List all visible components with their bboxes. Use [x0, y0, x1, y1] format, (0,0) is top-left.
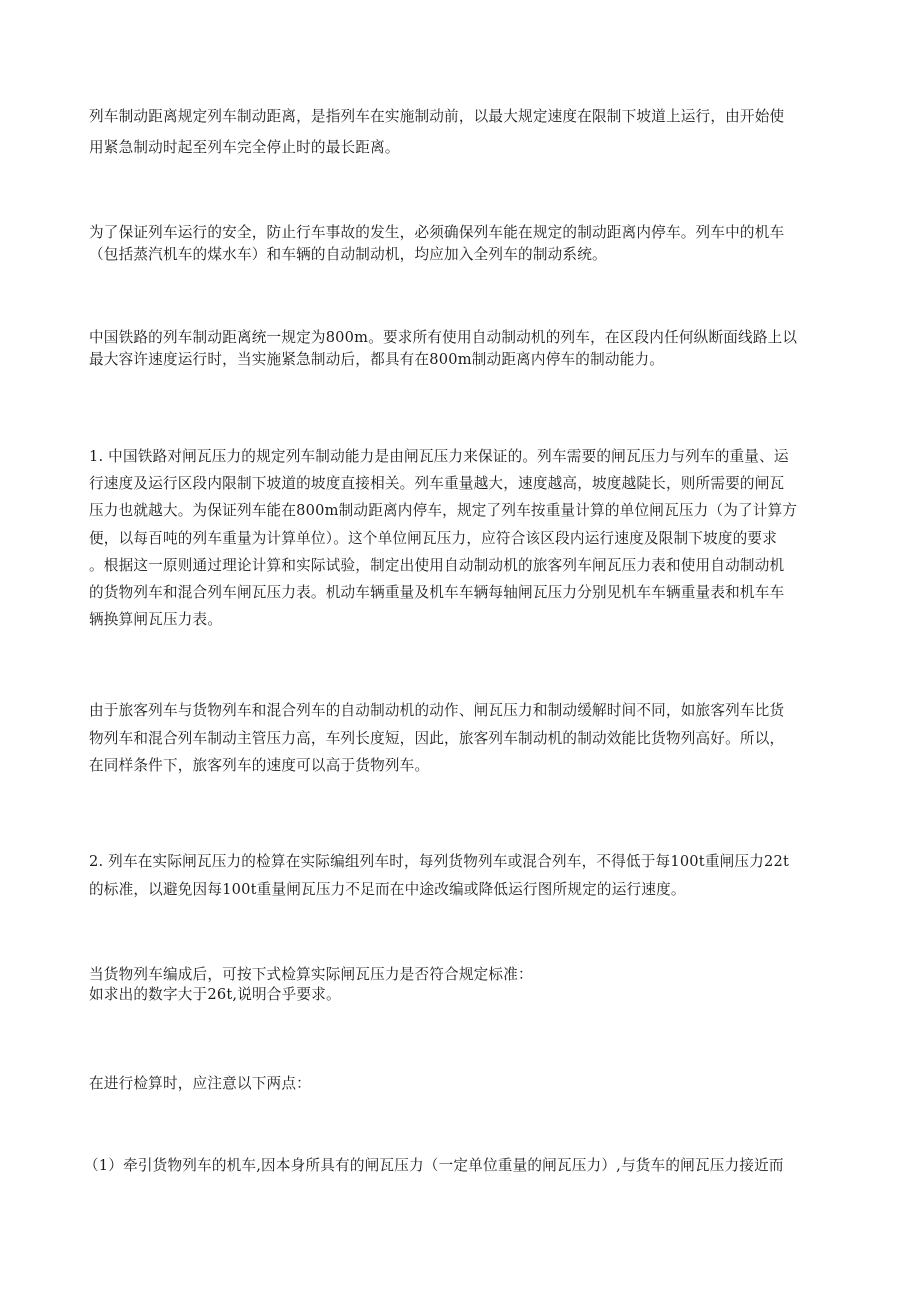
text-line: 用紧急制动时起至列车完全停止时的最长距离。: [89, 139, 400, 156]
text-line: 的货物列车和混合列车闸瓦压力表。机动车辆重量及机车车辆每轴闸瓦压力分别见机车车辆重量表和机车车: [89, 584, 785, 602]
text-line: 在同样条件下，旅客列车的速度可以高于货物列车。: [89, 757, 430, 774]
text-line: 便，以每百吨的列车重量为计算单位）。这个单位闸瓦压力，应符合该区段内运行速度及限制下坡度的要求: [89, 529, 778, 547]
paragraph-two-points-intro: [89, 1073, 823, 1095]
paragraph-safety-requirement: [89, 222, 823, 265]
paragraph-braking-distance-definition: [89, 101, 823, 163]
paragraph-section-1-brake-shoe-pressure: [89, 443, 823, 633]
paragraph-point-1: [84, 1155, 818, 1177]
text-line: 1. 中国铁路对闸瓦压力的规定列车制动能力是由闸瓦压力来保证的。列车需要的闸瓦压力与列车的重量、运: [89, 448, 789, 465]
text-line: 为了保证列车运行的安全，防止行车事故的发生，必须确保列车能在规定的制动距离内停车。列车中的机车: [89, 224, 785, 241]
text-line: 中国铁路的列车制动距离统一规定为800m。要求所有使用自动制动机的列车，在区段内任何纵断面线路上以: [89, 329, 798, 346]
text-line: 行速度及运行区段内限制下坡道的坡度直接相关。列车重量越大，速度越高，坡度越陡长，则所需要的闸瓦: [89, 475, 785, 493]
paragraph-passenger-vs-freight: [89, 697, 823, 780]
text-line: 在进行检算时，应注意以下两点：: [89, 1075, 311, 1092]
text-line: 列车制动距离规定列车制动距离，是指列车在实施制动前，以最大规定速度在限制下坡道上运行，由开始使: [89, 108, 785, 125]
text-line: 物列车和混合列车制动主管压力高，车列长度短，因此，旅客列车制动机的制动效能比货物列高好。所以，: [89, 729, 785, 747]
text-line: 当货物列车编成后，可按下式检算实际闸瓦压力是否符合规定标准：: [89, 966, 533, 983]
text-line: 如求出的数字大于26t,说明合乎要求。: [89, 986, 341, 1003]
text-line: 由于旅客列车与货物列车和混合列车的自动制动机的动作、闸瓦压力和制动缓解时间不同，如旅客列车比货: [89, 702, 785, 719]
text-line: 2. 列车在实际闸瓦压力的检算在实际编组列车时，每列货物列车或混合列车，不得低于每100t重闸压力22t: [89, 853, 790, 870]
paragraph-section-2-actual-check: [89, 848, 823, 904]
paragraph-check-formula: [89, 965, 823, 1005]
text-line: （1）牵引货物列车的机车,因本身所具有的闸瓦压力（一定单位重量的闸瓦压力）,与货车的闸瓦压力接近而: [84, 1157, 784, 1174]
text-line: 的标准，以避免因每100t重量闸瓦压力不足而在中途改编或降低运行图所规定的运行速度。: [89, 881, 686, 898]
text-line: （包括蒸汽机车的煤水车）和车辆的自动制动机，均应加入全列车的制动系统。: [89, 245, 607, 263]
text-line: 辆换算闸瓦压力表。: [89, 611, 223, 629]
text-line: 。根据这一原则通过理论计算和实际试验，制定出使用自动制动机的旅客列车闸瓦压力表和使用自动制动机: [89, 556, 785, 574]
text-line: 最大容许速度运行时，当实施紧急制动后，都具有在800m制动距离内停车的制动能力。: [89, 351, 665, 368]
paragraph-china-rail-800m: [89, 327, 823, 371]
text-line: 压力也就越大。为保证列车能在800m制动距离内停车，规定了列车按重量计算的单位闸瓦压力（为了计算方: [89, 502, 798, 520]
